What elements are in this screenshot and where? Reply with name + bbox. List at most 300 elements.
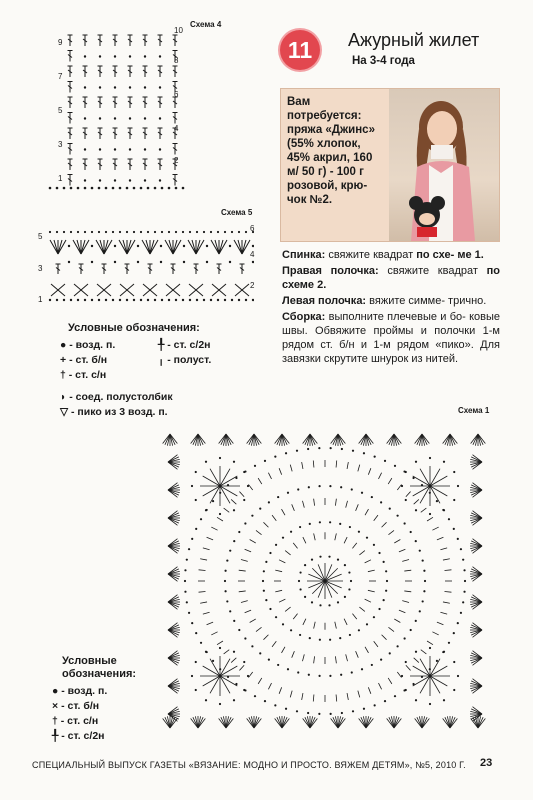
- chart-stitch: [258, 478, 262, 484]
- chart-stitch: [207, 537, 214, 540]
- chart-stitch: [299, 526, 301, 528]
- chart-stitch: [248, 672, 252, 678]
- chart-stitch: [98, 299, 100, 301]
- chart-stitch: [275, 544, 277, 546]
- chart-stitch: [84, 86, 86, 88]
- chart-stitch: [263, 635, 268, 640]
- chart-stitch: [205, 461, 207, 463]
- chart-stitch: [341, 712, 343, 714]
- chart-stitch: [84, 55, 86, 57]
- chart-stitch: [453, 528, 455, 530]
- chart-stitch: [245, 610, 251, 613]
- chart-stitch: [335, 656, 336, 663]
- chart-stitch: [195, 689, 197, 691]
- chart-stitch: [239, 570, 246, 571]
- legend-item: [52, 729, 152, 744]
- chart-stitch: [268, 473, 271, 479]
- chart-stitch: [293, 614, 297, 619]
- chart-stitch: [298, 580, 300, 582]
- legend-item-label: - ст. б/н: [61, 700, 100, 712]
- chart-stitch: [219, 703, 221, 705]
- row-num: 4: [250, 250, 255, 259]
- chart-stitch: [199, 570, 206, 571]
- chart-stitch: [290, 629, 292, 631]
- chart-stitch: [378, 683, 381, 689]
- chart-stitch: [251, 645, 253, 647]
- chart-stitch: [175, 299, 177, 301]
- chart-stitch: [405, 689, 407, 691]
- chart-stitch: [210, 231, 212, 233]
- chart-stitch: [105, 187, 108, 190]
- picot-icon: ▽: [60, 406, 69, 418]
- chart-stitch: [63, 231, 65, 233]
- chart-stitch: [285, 452, 287, 454]
- chart-stitch: [84, 187, 87, 190]
- chart-stitch: [144, 55, 146, 57]
- chart-stitch: [129, 179, 131, 181]
- chart-stitch: [348, 588, 350, 590]
- chart-stitch: [330, 447, 332, 449]
- chart-stitch: [453, 471, 455, 473]
- row-num: 9: [58, 38, 63, 47]
- chart-stitch: [444, 592, 451, 593]
- chart-stitch: [436, 660, 438, 662]
- chart-stitch: [296, 710, 298, 712]
- chart-stitch: [144, 179, 146, 181]
- chart-stitch: [405, 661, 407, 663]
- chart-stitch: [443, 699, 445, 701]
- double-crochet-icon: ╀: [158, 339, 165, 351]
- chart-stitch: [378, 552, 380, 554]
- chart-stitch: [159, 55, 161, 57]
- instruction-left-front: [282, 294, 500, 308]
- chart-stitch: [217, 517, 223, 521]
- chart-stitch: [329, 639, 331, 641]
- chart-stitch: [388, 678, 392, 684]
- chart-stitch: [429, 703, 431, 705]
- chart-stitch: [165, 240, 173, 254]
- materials-box: [280, 88, 500, 242]
- chart-stitch: [242, 240, 250, 254]
- chart-stitch: [448, 642, 450, 644]
- chart-stitch: [243, 689, 245, 691]
- chart-stitch: [140, 187, 143, 190]
- chart-stitch: [195, 471, 197, 473]
- chart-stitch: [195, 499, 197, 501]
- row-num: 2: [250, 281, 255, 290]
- chart-stitch: [188, 548, 190, 550]
- chart-stitch: [154, 231, 156, 233]
- chart-stitch: [368, 570, 375, 572]
- chart-stitch: [224, 590, 226, 592]
- chart-stitch: [368, 687, 371, 694]
- scheme5-diagram: [44, 218, 254, 310]
- chart-stitch: [285, 607, 290, 611]
- materials-text: Вам потребуется: пряжа «Джинс» (55% хлопок, 45% акрил, 160 м/ 50 г) - 100 г розовой, крю- чок №2.: [287, 96, 375, 206]
- chart-stitch: [330, 713, 332, 715]
- chart-stitch: [329, 675, 331, 677]
- instruction-text: свяжите квадрат: [378, 265, 487, 277]
- chart-stitch: [337, 601, 339, 603]
- chart-stitch: [217, 299, 219, 301]
- chart-stitch: [285, 551, 290, 555]
- chart-stitch: [84, 179, 86, 181]
- chart-stitch: [259, 652, 261, 654]
- chart-stitch: [191, 538, 193, 540]
- chart-stitch: [200, 559, 207, 560]
- chart-stitch: [104, 240, 108, 254]
- chart-stitch: [453, 661, 455, 663]
- chart-stitch: [84, 117, 86, 119]
- chart-stitch: [99, 179, 101, 181]
- chart-stitch: [304, 564, 306, 566]
- legend-item: [52, 684, 152, 699]
- chart-stitch: [308, 486, 310, 488]
- chart-stitch: [309, 637, 311, 639]
- chart-stitch: [229, 610, 231, 612]
- chart-stitch: [263, 570, 265, 572]
- chart-stitch: [233, 461, 235, 463]
- chart-stitch: [404, 570, 411, 571]
- chart-stitch: [363, 708, 365, 710]
- chart-stitch: [123, 240, 127, 254]
- chart-stitch: [91, 187, 94, 190]
- chart-stitch: [396, 645, 398, 647]
- chart-stitch: [161, 231, 163, 233]
- chart-stitch: [415, 620, 417, 622]
- chart-stitch: [380, 501, 382, 503]
- chart-stitch: [389, 652, 391, 654]
- chart-stitch: [191, 622, 193, 624]
- chart-stitch: [127, 240, 131, 254]
- chart-stitch: [210, 299, 212, 301]
- chart-stitch: [352, 450, 354, 452]
- chart-stitch: [422, 559, 424, 561]
- chart-stitch: [245, 549, 251, 552]
- chart-stitch: [70, 187, 73, 190]
- chart-stitch: [188, 612, 190, 614]
- child-photo: [389, 89, 499, 241]
- chart-stitch: [363, 452, 365, 454]
- chart-stitch: [292, 504, 295, 510]
- chart-stitch: [244, 522, 246, 524]
- chart-stitch: [313, 461, 314, 468]
- chart-stitch: [99, 55, 101, 57]
- age-subtitle: На 3-4 года: [352, 55, 415, 67]
- legend-item-label: - возд. п.: [69, 339, 116, 351]
- legend-item: [52, 699, 152, 714]
- chart-stitch: [352, 614, 356, 619]
- chart-stitch: [175, 187, 178, 190]
- chart-stitch: [147, 299, 149, 301]
- chart-stitch: [319, 604, 321, 606]
- legend-top-title: Условные обозначения:: [68, 322, 200, 334]
- chart-stitch: [217, 231, 219, 233]
- chart-stitch: [303, 619, 306, 625]
- chart-stitch: [238, 240, 242, 254]
- chart-stitch: [184, 591, 186, 593]
- chart-stitch: [168, 299, 170, 301]
- chart-stitch: [358, 531, 360, 533]
- chart-stitch: [346, 501, 348, 508]
- chart-stitch: [421, 508, 427, 512]
- chart-stitch: [297, 671, 299, 673]
- chart-stitch: [243, 499, 245, 501]
- chart-stitch: [147, 187, 150, 190]
- chart-stitch: [188, 240, 196, 254]
- chart-stitch: [279, 687, 282, 694]
- chart-stitch: [314, 622, 316, 629]
- chart-stitch: [154, 299, 156, 301]
- chart-stitch: [339, 637, 341, 639]
- legend-bottom: [52, 684, 152, 744]
- chart-stitch: [444, 570, 451, 571]
- chart-stitch: [405, 499, 407, 501]
- chart-stitch: [443, 651, 445, 653]
- chart-stitch: [114, 86, 116, 88]
- chart-stitch: [191, 485, 193, 487]
- chart-stitch: [350, 580, 352, 582]
- chart-stitch: [212, 500, 214, 502]
- chart-stitch: [250, 540, 256, 544]
- chart-stitch: [328, 604, 330, 606]
- chart-stitch: [77, 187, 80, 190]
- legend-item-label: - возд. п.: [61, 685, 108, 697]
- row-num: 8: [174, 56, 179, 65]
- chart-stitch: [254, 465, 256, 467]
- chart-stitch: [380, 659, 382, 661]
- chart-stitch: [388, 627, 394, 631]
- chart-stitch: [272, 641, 276, 647]
- chart-stitch: [373, 544, 375, 546]
- chart-stitch: [263, 522, 268, 527]
- chart-stitch: [114, 179, 116, 181]
- chart-stitch: [437, 622, 444, 625]
- chart-stitch: [263, 590, 265, 592]
- chart-stitch: [252, 261, 254, 263]
- chart-stitch: [98, 187, 101, 190]
- chart-stitch: [169, 240, 173, 254]
- chart-stitch: [325, 568, 338, 581]
- legend-item-label: - ст. б/н: [69, 354, 108, 366]
- chart-stitch: [219, 647, 221, 649]
- chart-stitch: [404, 637, 406, 639]
- chart-stitch: [340, 486, 342, 488]
- chart-stitch: [200, 642, 202, 644]
- chart-stitch: [424, 580, 426, 582]
- chart-stitch: [159, 86, 161, 88]
- chart-stitch: [366, 623, 368, 625]
- chart-stitch: [371, 496, 373, 498]
- chart-stitch: [311, 559, 313, 561]
- chart-stitch: [238, 231, 240, 233]
- half-stitch-icon: ╷: [158, 354, 165, 366]
- chart-stitch: [226, 600, 228, 602]
- chart-stitch: [265, 561, 267, 563]
- chart-stitch: [299, 571, 301, 573]
- chart-stitch: [297, 488, 299, 490]
- chart-stitch: [247, 675, 249, 677]
- chart-stitch: [394, 619, 400, 623]
- legend-item: [158, 338, 211, 353]
- legend-item-label: - ст. с/н: [68, 369, 107, 381]
- chart-stitch: [415, 540, 417, 542]
- chart-stitch: [112, 299, 114, 301]
- row-num: 5: [58, 106, 63, 115]
- chart-stitch: [346, 654, 348, 661]
- chart-stitch: [404, 591, 411, 592]
- chart-stitch: [114, 261, 116, 263]
- chart-stitch: [348, 571, 350, 573]
- chart-stitch: [200, 518, 202, 520]
- chart-stitch: [382, 522, 387, 527]
- chart-stitch: [359, 551, 364, 555]
- chart-stitch: [352, 543, 356, 548]
- chart-stitch: [309, 523, 311, 525]
- chart-stitch: [264, 460, 266, 462]
- chart-stitch: [374, 456, 376, 458]
- chart-stitch: [275, 616, 277, 618]
- chart-stitch: [312, 568, 325, 581]
- chart-stitch: [347, 693, 348, 700]
- chart-stitch: [98, 231, 100, 233]
- chart-stitch: [238, 531, 240, 533]
- chart-stitch: [282, 537, 284, 539]
- chart-stitch: [272, 515, 276, 521]
- chart-stitch: [304, 596, 306, 598]
- chart-stitch: [457, 675, 459, 677]
- chart-stitch: [199, 592, 206, 593]
- chart-stitch: [335, 622, 337, 629]
- chart-stitch: [366, 537, 368, 539]
- chart-stitch: [252, 299, 254, 301]
- chart-stitch: [344, 619, 347, 625]
- chart-stitch: [144, 117, 146, 119]
- chart-stitch: [436, 500, 438, 502]
- chart-stitch: [104, 240, 112, 254]
- chart-stitch: [58, 240, 62, 254]
- chart-stitch: [460, 548, 462, 550]
- scheme5-title: Схема 5: [221, 208, 253, 217]
- chart-stitch: [247, 485, 249, 487]
- chart-stitch: [126, 231, 128, 233]
- chart-stitch: [119, 240, 127, 254]
- instruction-right-front: [282, 264, 500, 292]
- chart-stitch: [302, 654, 304, 661]
- chart-stitch: [81, 240, 89, 254]
- chart-stitch: [384, 700, 386, 702]
- chart-stitch: [114, 245, 116, 247]
- chart-stitch: [54, 240, 58, 254]
- chart-stitch: [448, 518, 450, 520]
- chart-stitch: [81, 240, 85, 254]
- chart-stitch: [282, 647, 286, 653]
- chart-stitch: [457, 538, 459, 540]
- chart-stitch: [49, 299, 51, 301]
- chart-stitch: [349, 634, 351, 636]
- row-num: 4: [174, 124, 179, 133]
- chart-stitch: [231, 231, 233, 233]
- chart-stitch: [99, 148, 101, 150]
- chart-stitch: [256, 627, 262, 631]
- chart-stitch: [248, 484, 252, 490]
- chart-stitch: [374, 641, 378, 647]
- chart-stitch: [224, 570, 226, 572]
- chart-stitch: [374, 704, 376, 706]
- chart-stitch: [211, 527, 217, 530]
- chart-stitch: [429, 647, 431, 649]
- chart-stitch: [383, 561, 385, 563]
- chart-stitch: [50, 240, 58, 254]
- chart-stitch: [262, 580, 264, 582]
- chart-stitch: [402, 560, 409, 562]
- chart-stitch: [264, 700, 266, 702]
- chart-stitch: [173, 240, 177, 254]
- chart-stitch: [70, 231, 72, 233]
- legend-item-label: - ст. с/н: [60, 715, 99, 727]
- row-num: 3: [38, 264, 43, 273]
- chart-stitch: [119, 299, 121, 301]
- scheme4-title: Схема 4: [190, 20, 222, 29]
- chart-stitch: [302, 462, 303, 469]
- chart-stitch: [259, 507, 261, 509]
- chart-stitch: [414, 499, 419, 504]
- legend-item: [60, 353, 107, 368]
- chart-stitch: [196, 240, 200, 254]
- chart-stitch: [217, 641, 223, 645]
- chart-stitch: [56, 231, 58, 233]
- chart-stitch: [440, 612, 447, 614]
- chart-stitch: [140, 299, 142, 301]
- chart-stitch: [419, 550, 421, 552]
- chart-stitch: [344, 564, 346, 566]
- chart-stitch: [358, 465, 360, 472]
- chart-stitch: [279, 468, 282, 475]
- chart-stitch: [205, 651, 207, 653]
- chart-stitch: [277, 496, 279, 498]
- chart-stitch: [91, 231, 93, 233]
- chart-stitch: [423, 570, 425, 572]
- chart-stitch: [196, 231, 198, 233]
- chart-stitch: [347, 462, 348, 469]
- chart-stitch: [311, 601, 313, 603]
- chart-stitch: [114, 117, 116, 119]
- chart-stitch: [182, 231, 184, 233]
- chart-stitch: [147, 231, 149, 233]
- chart-stitch: [233, 699, 235, 701]
- chart-stitch: [265, 599, 267, 601]
- chart-stitch: [274, 456, 276, 458]
- chart-stitch: [443, 602, 450, 603]
- chart-stitch: [129, 86, 131, 88]
- chart-stitch: [339, 523, 341, 525]
- chart-stitch: [77, 231, 79, 233]
- chart-stitch: [84, 299, 86, 301]
- row-num: 6: [250, 224, 255, 233]
- chart-stitch: [212, 660, 214, 662]
- chart-stitch: [137, 261, 139, 263]
- chart-stitch: [365, 560, 371, 563]
- chart-stitch: [382, 635, 387, 640]
- chart-stitch: [215, 240, 219, 254]
- chart-stitch: [453, 632, 455, 634]
- chart-stitch: [56, 299, 58, 301]
- chart-stitch: [319, 556, 321, 558]
- chart-stitch: [423, 590, 425, 592]
- chart-stitch: [160, 261, 162, 263]
- chart-stitch: [277, 664, 279, 666]
- chart-stitch: [238, 629, 240, 631]
